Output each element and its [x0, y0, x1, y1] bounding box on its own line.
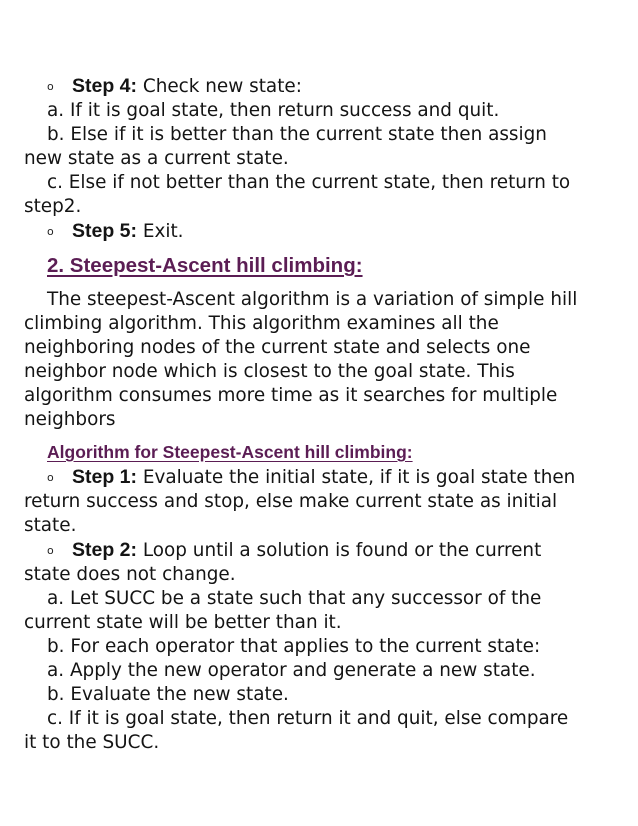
step-1-line-3: state. [24, 515, 77, 536]
document-page [24, 74, 616, 755]
step-2-line-2: state does not change. [24, 564, 236, 585]
step-4-c-line-2: step2. [24, 196, 82, 217]
list-item-step-2 [24, 538, 616, 563]
section-heading: 2. Steepest-Ascent hill climbing: [47, 254, 363, 277]
step-2-a-line-2: current state will be better than it. [24, 612, 342, 633]
list-item-step-5 [24, 219, 616, 244]
paragraph-line: neighboring nodes of the current state and selects one [24, 337, 531, 358]
step-1-text: Evaluate the initial state, if it is goal state then [137, 467, 576, 488]
algorithm-subheading: Algorithm for Steepest-Ascent hill climbing: [47, 442, 413, 462]
step-2-b-a: a. Apply the new operator and generate a new state. [47, 660, 536, 681]
step-2-b-c-line-1: c. If it is goal state, then return it and quit, else compare [47, 708, 569, 729]
step-5-label: Step 5: [72, 220, 138, 242]
bullet-icon: o [47, 225, 54, 238]
step-4-b-line-2: new state as a current state. [24, 148, 289, 169]
step-2-a-line-1: a. Let SUCC be a state such that any successor of the [47, 588, 542, 609]
step-4-b-line-1: b. Else if it is better than the current state then assign [47, 124, 547, 145]
step-4-text: Check new state: [137, 76, 302, 97]
bullet-icon: o [47, 80, 54, 93]
paragraph-line: climbing algorithm. This algorithm examines all the [24, 313, 499, 334]
step-2-b-b: b. Evaluate the new state. [47, 684, 289, 705]
step-2-text: Loop until a solution is found or the current [137, 540, 542, 561]
paragraph-line: neighbor node which is closest to the goal state. This [24, 361, 515, 382]
step-2-b: b. For each operator that applies to the current state: [47, 636, 541, 657]
step-1-line-2: return success and stop, else make current state as initial [24, 491, 558, 512]
step-2-label: Step 2: [72, 539, 138, 561]
bullet-icon: o [47, 544, 54, 557]
bullet-icon: o [47, 471, 54, 484]
step-5-text: Exit. [137, 221, 184, 242]
step-4-label: Step 4: [72, 75, 138, 97]
paragraph-line: neighbors [24, 409, 116, 430]
list-item-step-1 [24, 465, 616, 490]
paragraph-line: algorithm consumes more time as it searches for multiple [24, 385, 558, 406]
step-2-b-c-line-2: it to the SUCC. [24, 732, 160, 753]
step-1-label: Step 1: [72, 466, 138, 488]
paragraph-line: The steepest-Ascent algorithm is a variation of simple hill [47, 289, 578, 310]
step-4-c-line-1: c. Else if not better than the current state, then return to [47, 172, 571, 193]
list-item-step-4 [24, 74, 616, 99]
step-4-a: a. If it is goal state, then return success and quit. [47, 100, 500, 121]
